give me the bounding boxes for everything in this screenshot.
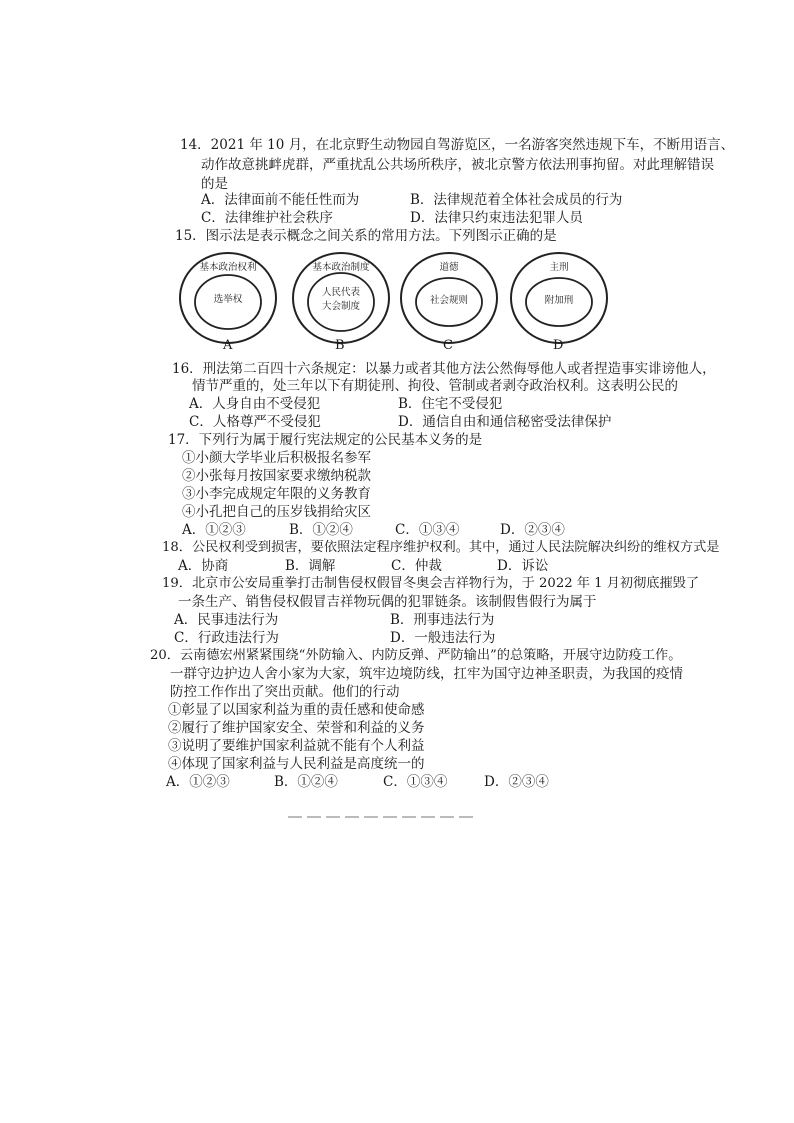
q20-item-3: ③说明了要维护国家利益就不能有个人利益 xyxy=(168,738,425,754)
q20-option-b: B．①②④ xyxy=(274,774,338,790)
diagram-b-inner-label-2: 大会制度 xyxy=(321,301,361,312)
concept-diagrams xyxy=(178,250,638,350)
q16-stem-line-1: 16．刑法第二百四十六条规定：以暴力或者其他方法公然侮辱他人或者捏造事实诽谤他人， xyxy=(172,361,716,377)
q14-option-b: B．法律规范着全体社会成员的行为 xyxy=(410,192,623,208)
diagram-d xyxy=(511,253,607,343)
q16-option-a: A．人身自由不受侵犯 xyxy=(189,396,321,412)
q14-option-a: A．法律面前不能任性而为 xyxy=(201,192,360,208)
diagram-d-letter: D xyxy=(553,338,564,353)
q14-stem-line-1: 14．2021 年 10 月，在北京野生动物园自驾游览区，一名游客突然违规下车，不断用语言、 xyxy=(180,137,735,153)
q16-option-c: C．人格尊严不受侵犯 xyxy=(189,414,321,430)
q16-option-d: D．通信自由和通信秘密受法律保护 xyxy=(398,414,612,430)
footer-smudge xyxy=(288,811,488,821)
diagram-b-letter: B xyxy=(335,338,345,353)
q18-option-b: B．调解 xyxy=(285,558,336,574)
q14-option-c: C．法律维护社会秩序 xyxy=(201,210,333,226)
q17-stem: 17．下列行为属于履行宪法规定的公民基本义务的是 xyxy=(168,432,483,448)
q20-item-4: ④体现了国家利益与人民利益是高度统一的 xyxy=(168,756,425,772)
diagram-b-inner-label-1: 人民代表 xyxy=(321,287,361,298)
q20-stem-line-1: 20．云南德宏州紧紧围绕“外防输入、内防反弹、严防输出”的总策略，开展守边防疫工作。 xyxy=(150,648,682,663)
diagram-c-letter: C xyxy=(443,338,453,353)
q19-option-b: B．刑事违法行为 xyxy=(390,612,495,628)
q14-stem-line-3: 的是 xyxy=(201,176,228,192)
q19-option-a: A．民事违法行为 xyxy=(174,612,279,628)
q17-option-b: B．①②④ xyxy=(289,522,353,538)
diagram-a-outer-label: 基本政治权利 xyxy=(199,262,257,273)
q14-option-d: D．法律只约束违法犯罪人员 xyxy=(410,210,583,226)
q19-stem-line-1: 19．北京市公安局重拳打击制售侵权假冒冬奥会吉祥物行为，于 2022 年 1 月初彻底摧毁了 xyxy=(162,576,700,591)
q17-option-c: C．①③④ xyxy=(395,522,460,538)
q20-option-a: A．①②③ xyxy=(166,774,230,790)
q19-stem-line-2: 一条生产、销售侵权假冒吉祥物玩偶的犯罪链条。该制假售假行为属于 xyxy=(178,594,597,610)
q17-item-1: ①小颜大学毕业后积极报名参军 xyxy=(182,450,371,466)
q20-option-c: C．①③④ xyxy=(383,774,448,790)
diagram-b xyxy=(293,253,389,343)
q18-stem: 18．公民权利受到损害，要依照法定程序维护权利。其中，通过人民法院解决纠纷的维权方式是 xyxy=(162,540,720,555)
diagram-a-inner-label: 选举权 xyxy=(213,294,243,305)
diagram-d-outer-label: 主刑 xyxy=(549,262,569,273)
q20-option-d: D．②③④ xyxy=(484,774,549,790)
q17-option-d: D．②③④ xyxy=(500,522,565,538)
q17-option-a: A．①②③ xyxy=(182,522,246,538)
diagram-c xyxy=(401,253,497,343)
diagram-a xyxy=(180,253,276,343)
diagram-d-inner-label: 附加刑 xyxy=(544,295,574,306)
diagram-c-outer-label: 道德 xyxy=(439,262,459,273)
q18-option-a: A．协商 xyxy=(178,558,229,574)
q19-option-d: D．一般违法行为 xyxy=(390,630,496,646)
diagram-a-letter: A xyxy=(223,338,233,353)
q20-item-1: ①彰显了以国家利益为重的责任感和使命感 xyxy=(168,702,425,718)
q14-stem-line-2: 动作故意挑衅虎群，严重扰乱公共场所秩序，被北京警方依法刑事拘留。对此理解错误 xyxy=(201,157,714,173)
q18-option-d: D．诉讼 xyxy=(497,558,549,574)
diagram-c-inner-label: 社会规则 xyxy=(429,295,469,306)
q15-stem: 15．图示法是表示概念之间关系的常用方法。下列图示正确的是 xyxy=(175,228,557,244)
q17-item-3: ③小李完成规定年限的义务教育 xyxy=(182,486,371,502)
q20-item-2: ②履行了维护国家安全、荣誉和利益的义务 xyxy=(168,720,425,736)
q20-stem-line-3: 防控工作作出了突出贡献。他们的行动 xyxy=(170,684,400,700)
page-footer xyxy=(288,811,488,824)
q20-stem-line-2: 一群守边护边人舍小家为大家，筑牢边境防线，扛牢为国守边神圣职责，为我国的疫情 xyxy=(170,666,683,682)
q17-item-2: ②小张每月按国家要求缴纳税款 xyxy=(182,468,371,484)
diagram-b-outer-label: 基本政治制度 xyxy=(312,262,370,273)
q17-item-4: ④小孔把自己的压岁钱捐给灾区 xyxy=(182,504,371,520)
q16-option-b: B．住宅不受侵犯 xyxy=(398,396,503,412)
q18-option-c: C．仲裁 xyxy=(391,558,442,574)
q19-option-c: C．行政违法行为 xyxy=(174,630,279,646)
q16-stem-line-2: 情节严重的，处三年以下有期徒刑、拘役、管制或者剥夺政治权利。这表明公民的 xyxy=(192,378,678,394)
